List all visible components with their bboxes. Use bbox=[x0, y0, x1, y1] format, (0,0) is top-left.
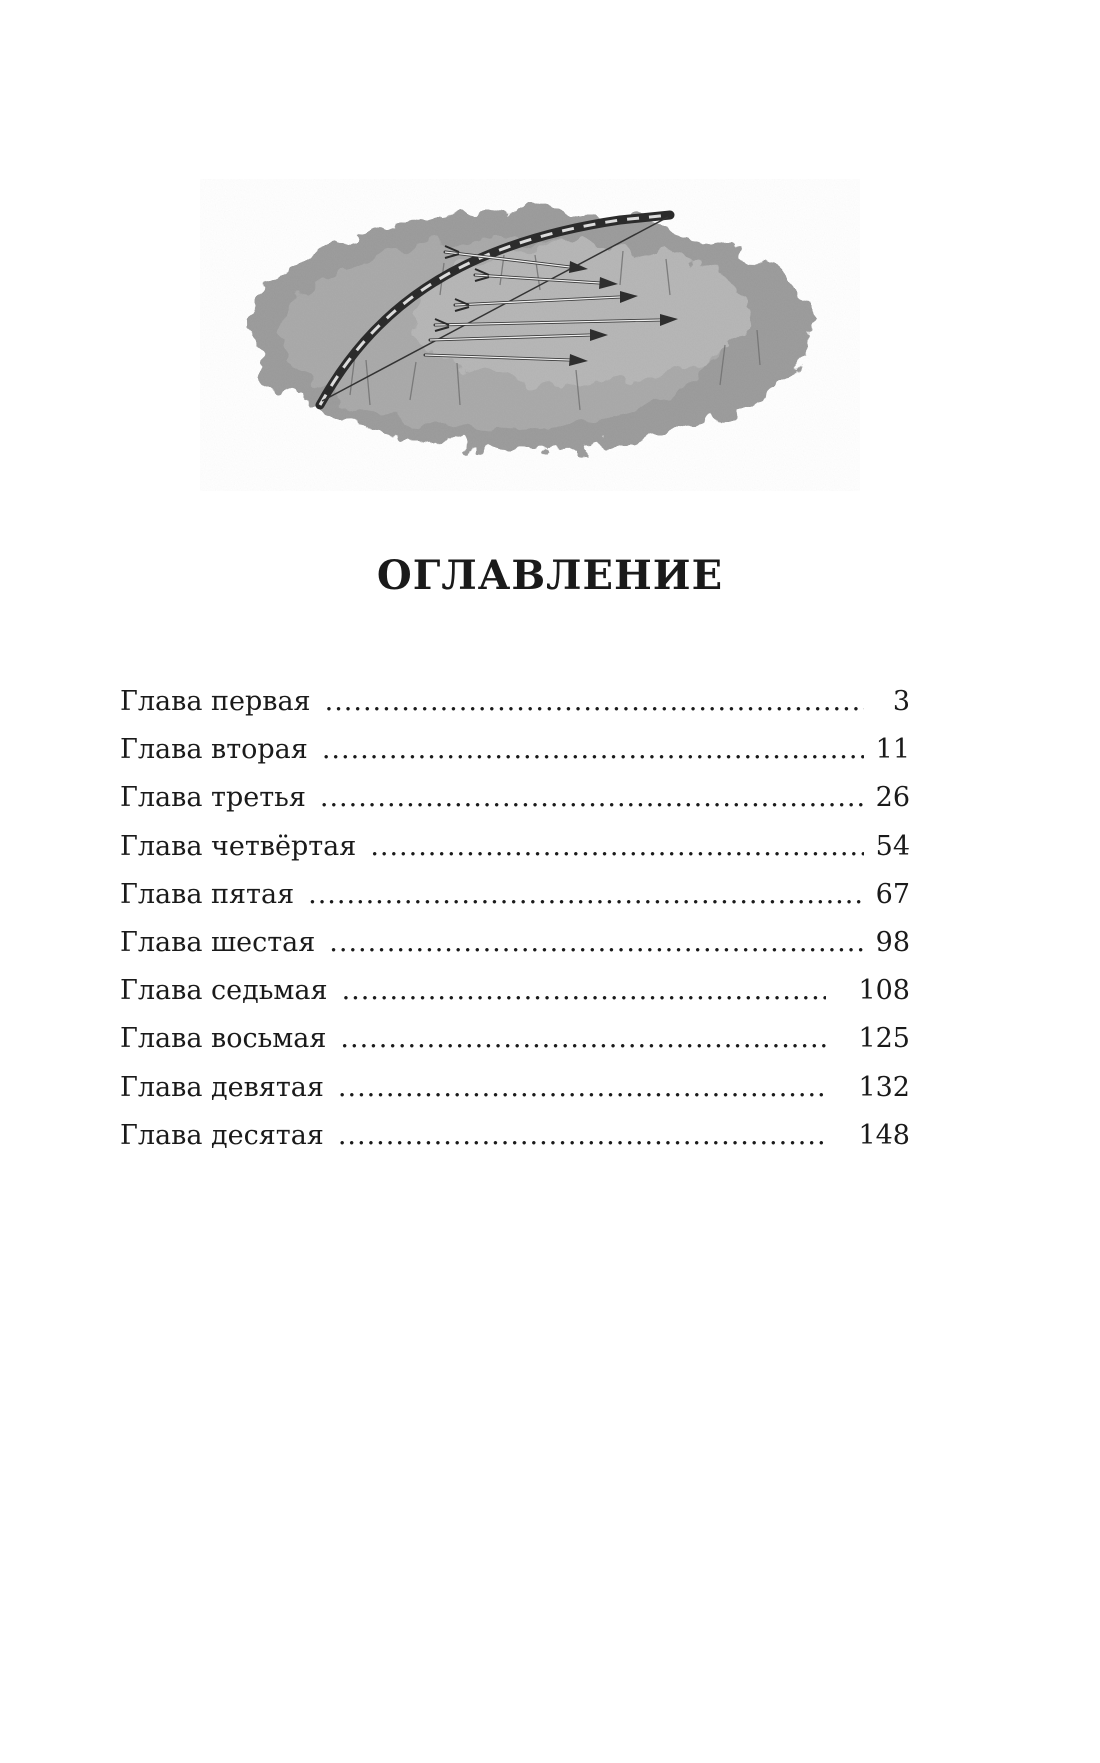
toc-leader-dots bbox=[322, 734, 864, 765]
toc-entry[interactable] bbox=[120, 1023, 910, 1071]
toc-entry-label: Глава шестая bbox=[120, 926, 316, 958]
toc-entry[interactable] bbox=[120, 1072, 910, 1120]
toc-leader-dots bbox=[308, 879, 864, 910]
toc-entry[interactable] bbox=[120, 782, 910, 830]
toc-entry-label: Глава седьмая bbox=[120, 975, 328, 1007]
toc-entry-page: 3 bbox=[892, 686, 910, 717]
toc-entry-label: Глава первая bbox=[120, 686, 311, 717]
toc-entry-label: Глава третья bbox=[120, 782, 306, 814]
toc-entry-page: 125 bbox=[858, 1023, 910, 1055]
toc-entry-page: 54 bbox=[875, 830, 910, 862]
toc-entry-page: 98 bbox=[875, 926, 910, 958]
toc-entry-page: 67 bbox=[875, 878, 910, 910]
page-title: ОГЛАВЛЕНИЕ bbox=[376, 552, 724, 599]
toc-leader-dots bbox=[320, 782, 864, 813]
toc-leader-dots bbox=[329, 927, 864, 958]
toc-leader-dots bbox=[338, 1120, 826, 1151]
toc-entry-label: Глава вторая bbox=[120, 734, 308, 766]
toc-leader-dots bbox=[340, 1023, 826, 1054]
toc-leader-dots bbox=[342, 975, 826, 1006]
toc-entry[interactable] bbox=[120, 734, 910, 782]
toc-entry-page: 108 bbox=[858, 975, 910, 1007]
toc-entry-label: Глава восьмая bbox=[120, 1023, 327, 1055]
toc-entry[interactable] bbox=[120, 879, 910, 927]
toc-entry-label: Глава девятая bbox=[120, 1071, 324, 1103]
toc-entry-page: 11 bbox=[875, 734, 910, 766]
toc-entry-label: Глава пятая bbox=[120, 878, 295, 910]
toc-leader-dots bbox=[338, 1072, 826, 1103]
toc-leader-dots bbox=[325, 686, 864, 717]
table-of-contents bbox=[120, 686, 910, 1168]
toc-entry[interactable] bbox=[120, 831, 910, 879]
toc-entry-page: 26 bbox=[875, 782, 910, 814]
toc-entry[interactable] bbox=[120, 975, 910, 1023]
toc-entry[interactable] bbox=[120, 927, 910, 975]
toc-entry-label: Глава четвёртая bbox=[120, 830, 357, 862]
toc-entry[interactable] bbox=[120, 1120, 910, 1168]
toc-entry-label: Глава десятая bbox=[120, 1119, 324, 1151]
toc-leader-dots bbox=[370, 831, 864, 862]
toc-entry-page: 148 bbox=[858, 1119, 910, 1151]
bow-and-arrows-illustration bbox=[200, 165, 860, 495]
toc-entry[interactable] bbox=[120, 686, 910, 734]
toc-entry-page: 132 bbox=[858, 1071, 910, 1103]
